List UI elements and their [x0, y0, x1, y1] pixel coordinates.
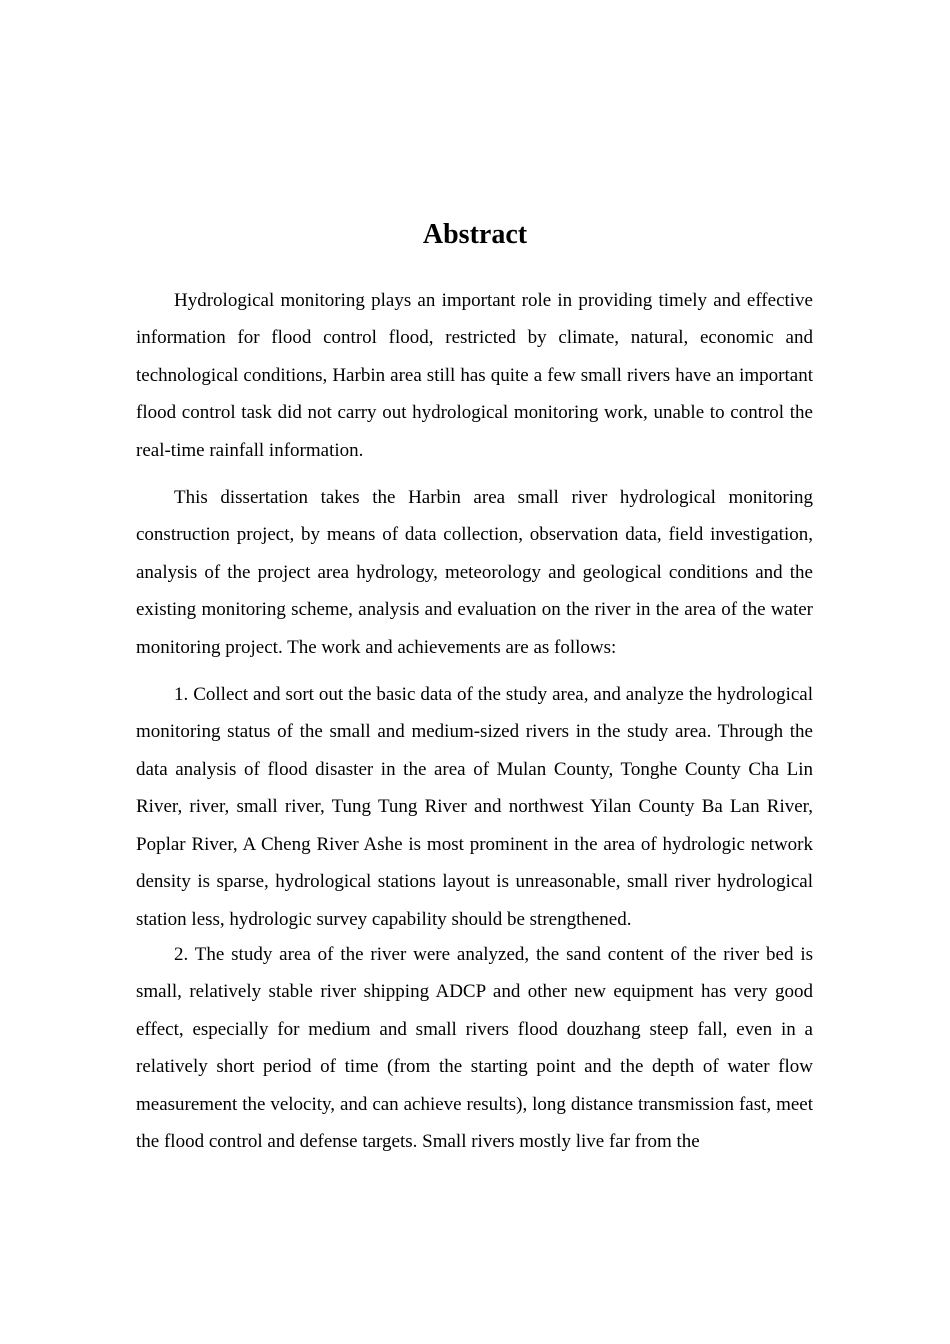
- paragraph-item-2: 2. The study area of the river were analyzed, the sand content of the river bed is small, relatively stable river shipping ADCP and other new equipment has very good effect, especially for medium and small rivers flood douzhang steep fall, even in a relatively short period of time (from the starting point and the depth of water flow measurement the velocity, and can achieve results), long distance transmission fast, meet the flood control and defense targets. Small rivers mostly live far from the: [136, 943, 813, 1152]
- paragraph-item-1: 1. Collect and sort out the basic data of the study area, and analyze the hydrological monitoring status of the small and medium-sized rivers in the study area. Through the data analysis of flood disaster in the area of Mulan County, Tonghe County Cha Lin River, river, small river, Tung Tung River and northwest Yilan County Ba Lan River, Poplar River, A Cheng River Ashe is most prominent in the area of hydrologic network density is sparse, hydrological stations layout is unreasonable, small river hydrological station less, hydrologic survey capability should be strengthened.: [136, 684, 813, 930]
- paragraph-intro: Hydrological monitoring plays an important role in providing timely and effective information for flood control flood, restricted by climate, natural, economic and technological conditions, Harbin area still has quite a few small rivers have an important flood control task did not carry out hydrological monitoring work, unable to control the real-time rainfall information.: [136, 290, 813, 461]
- abstract-body: [136, 282, 813, 1160]
- page-title: Abstract: [422, 219, 528, 250]
- paragraph-dissertation: This dissertation takes the Harbin area small river hydrological monitoring construction project, by means of data collection, observation data, field investigation, analysis of the project area hydrology, meteorology and geological conditions and the existing monitoring scheme, analysis and evaluation on the river in the area of the water monitoring project. The work and achievements are as follows:: [136, 487, 813, 658]
